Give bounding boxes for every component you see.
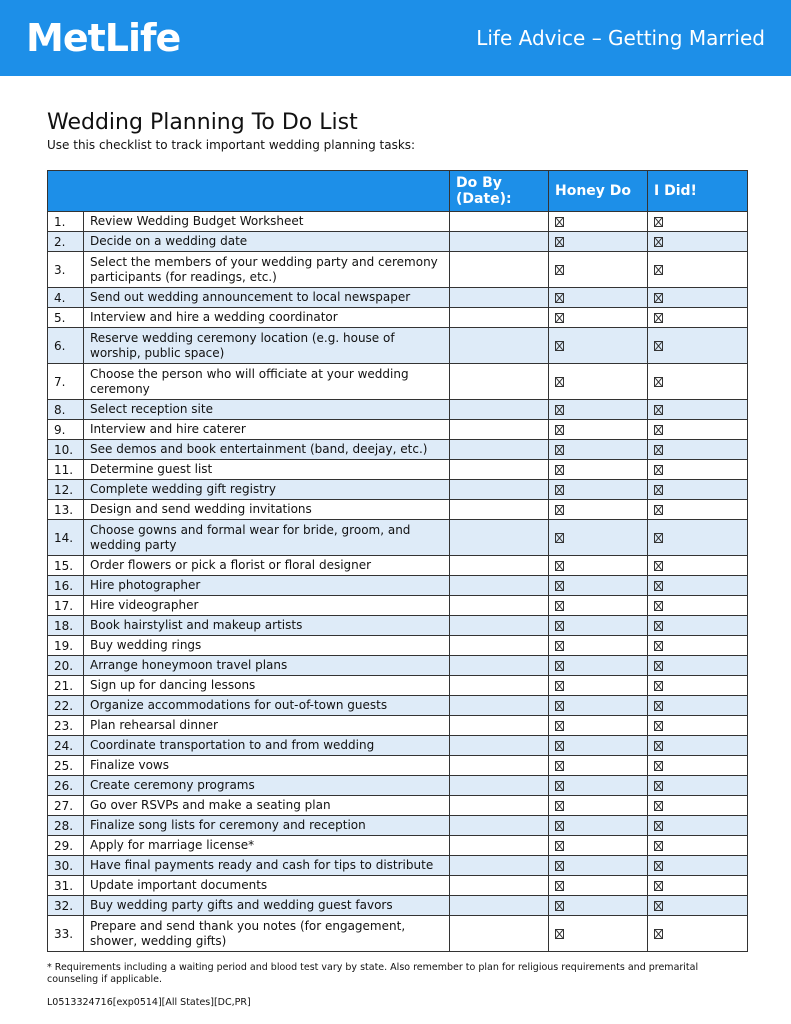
honey-do-checkbox[interactable] (555, 425, 564, 435)
table-row (48, 756, 748, 776)
task-text: Go over RSVPs and make a seating plan (84, 796, 450, 816)
honey-do-checkbox-cell (549, 596, 648, 616)
honey-do-checkbox[interactable] (555, 681, 564, 691)
task-text: Apply for marriage license* (84, 836, 450, 856)
row-number: 1. (48, 212, 84, 232)
honey-do-checkbox-cell (549, 288, 648, 308)
task-text: Sign up for dancing lessons (84, 676, 450, 696)
table-row (48, 232, 748, 252)
i-did-checkbox[interactable] (654, 505, 663, 515)
table-row (48, 308, 748, 328)
do-by-date-cell[interactable] (450, 756, 549, 776)
i-did-checkbox-cell (648, 400, 748, 420)
table-row (48, 896, 748, 916)
honey-do-checkbox[interactable] (555, 701, 564, 711)
honey-do-checkbox-cell (549, 696, 648, 716)
honey-do-checkbox-cell (549, 616, 648, 636)
row-number: 8. (48, 400, 84, 420)
i-did-checkbox[interactable] (654, 485, 663, 495)
row-number: 11. (48, 460, 84, 480)
i-did-checkbox[interactable] (654, 841, 663, 851)
table-row (48, 836, 748, 856)
i-did-checkbox[interactable] (654, 801, 663, 811)
header-tagline: Life Advice – Getting Married (476, 26, 765, 50)
i-did-checkbox-cell (648, 856, 748, 876)
table-row (48, 876, 748, 896)
table-row (48, 556, 748, 576)
row-number: 20. (48, 656, 84, 676)
honey-do-checkbox[interactable] (555, 861, 564, 871)
honey-do-checkbox[interactable] (555, 621, 564, 631)
table-row (48, 716, 748, 736)
row-number: 3. (48, 252, 84, 288)
task-text: Finalize vows (84, 756, 450, 776)
task-text: See demos and book entertainment (band, deejay, etc.) (84, 440, 450, 460)
table-row (48, 252, 748, 288)
i-did-checkbox-cell (648, 796, 748, 816)
honey-do-checkbox-cell (549, 736, 648, 756)
honey-do-checkbox[interactable] (555, 781, 564, 791)
table-row (48, 636, 748, 656)
row-number: 9. (48, 420, 84, 440)
table-row (48, 596, 748, 616)
honey-do-checkbox[interactable] (555, 485, 564, 495)
honey-do-checkbox[interactable] (555, 821, 564, 831)
honey-do-checkbox-cell (549, 440, 648, 460)
header-task-cell (48, 171, 450, 212)
do-by-date-cell[interactable] (450, 656, 549, 676)
task-text: Decide on a wedding date (84, 232, 450, 252)
i-did-checkbox[interactable] (654, 425, 663, 435)
honey-do-checkbox-cell (549, 480, 648, 500)
i-did-checkbox[interactable] (654, 533, 663, 543)
task-text: Hire videographer (84, 596, 450, 616)
honey-do-checkbox-cell (549, 460, 648, 480)
header-bar (0, 0, 791, 76)
task-text: Coordinate transportation to and from wedding (84, 736, 450, 756)
row-number: 14. (48, 520, 84, 556)
row-number: 6. (48, 328, 84, 364)
do-by-date-cell[interactable] (450, 856, 549, 876)
honey-do-checkbox-cell (549, 328, 648, 364)
honey-do-checkbox-cell (549, 676, 648, 696)
i-did-checkbox[interactable] (654, 881, 663, 891)
do-by-date-cell[interactable] (450, 896, 549, 916)
i-did-checkbox[interactable] (654, 621, 663, 631)
honey-do-checkbox-cell (549, 636, 648, 656)
table-row (48, 520, 748, 556)
honey-do-checkbox[interactable] (555, 901, 564, 911)
do-by-date-cell[interactable] (450, 288, 549, 308)
task-text: Book hairstylist and makeup artists (84, 616, 450, 636)
task-text: Plan rehearsal dinner (84, 716, 450, 736)
row-number: 18. (48, 616, 84, 636)
i-did-checkbox[interactable] (654, 761, 663, 771)
honey-do-checkbox[interactable] (555, 841, 564, 851)
do-by-date-cell[interactable] (450, 796, 549, 816)
row-number: 17. (48, 596, 84, 616)
row-number: 29. (48, 836, 84, 856)
honey-do-checkbox[interactable] (555, 445, 564, 455)
i-did-checkbox[interactable] (654, 601, 663, 611)
honey-do-checkbox[interactable] (555, 641, 564, 651)
honey-do-checkbox-cell (549, 212, 648, 232)
row-number: 23. (48, 716, 84, 736)
i-did-checkbox[interactable] (654, 217, 663, 227)
task-text: Buy wedding party gifts and wedding guest favors (84, 896, 450, 916)
honey-do-checkbox[interactable] (555, 929, 564, 939)
do-by-date-cell[interactable] (450, 460, 549, 480)
honey-do-checkbox-cell (549, 916, 648, 952)
i-did-checkbox-cell (648, 420, 748, 440)
do-by-date-cell[interactable] (450, 876, 549, 896)
row-number: 4. (48, 288, 84, 308)
do-by-date-cell[interactable] (450, 308, 549, 328)
honey-do-checkbox-cell (549, 856, 648, 876)
task-text: Organize accommodations for out-of-town guests (84, 696, 450, 716)
i-did-checkbox[interactable] (654, 661, 663, 671)
i-did-checkbox-cell (648, 480, 748, 500)
row-number: 13. (48, 500, 84, 520)
honey-do-checkbox[interactable] (555, 377, 564, 387)
task-text: Send out wedding announcement to local newspaper (84, 288, 450, 308)
do-by-date-cell[interactable] (450, 736, 549, 756)
i-did-checkbox[interactable] (654, 445, 663, 455)
do-by-date-cell[interactable] (450, 440, 549, 460)
honey-do-checkbox[interactable] (555, 721, 564, 731)
i-did-checkbox[interactable] (654, 701, 663, 711)
do-by-date-cell[interactable] (450, 252, 549, 288)
do-by-date-cell[interactable] (450, 420, 549, 440)
i-did-checkbox-cell (648, 676, 748, 696)
i-did-checkbox[interactable] (654, 741, 663, 751)
i-did-checkbox-cell (648, 576, 748, 596)
i-did-checkbox[interactable] (654, 237, 663, 247)
row-number: 15. (48, 556, 84, 576)
row-number: 24. (48, 736, 84, 756)
honey-do-checkbox-cell (549, 836, 648, 856)
honey-do-checkbox[interactable] (555, 237, 564, 247)
honey-do-checkbox-cell (549, 576, 648, 596)
honey-do-checkbox-cell (549, 400, 648, 420)
row-number: 5. (48, 308, 84, 328)
i-did-checkbox-cell (648, 756, 748, 776)
i-did-checkbox-cell (648, 636, 748, 656)
footnote: * Requirements including a waiting period and blood test vary by state. Also remember to plan for religious requirements and premarital counseling if applicable. (47, 962, 699, 985)
checklist-table (47, 170, 748, 952)
row-number: 26. (48, 776, 84, 796)
honey-do-checkbox-cell (549, 776, 648, 796)
table-row (48, 364, 748, 400)
i-did-checkbox[interactable] (654, 313, 663, 323)
honey-do-checkbox[interactable] (555, 265, 564, 275)
i-did-checkbox-cell (648, 776, 748, 796)
task-text: Buy wedding rings (84, 636, 450, 656)
row-number: 2. (48, 232, 84, 252)
do-by-date-cell[interactable] (450, 500, 549, 520)
i-did-checkbox[interactable] (654, 641, 663, 651)
honey-do-checkbox-cell (549, 500, 648, 520)
honey-do-checkbox-cell (549, 796, 648, 816)
honey-do-checkbox[interactable] (555, 293, 564, 303)
honey-do-checkbox-cell (549, 816, 648, 836)
header-i-did: I Did! (648, 171, 748, 212)
task-text: Choose gowns and formal wear for bride, groom, and wedding party (84, 520, 450, 556)
honey-do-checkbox[interactable] (555, 741, 564, 751)
table-row (48, 616, 748, 636)
row-number: 7. (48, 364, 84, 400)
honey-do-checkbox[interactable] (555, 505, 564, 515)
i-did-checkbox[interactable] (654, 377, 663, 387)
i-did-checkbox-cell (648, 520, 748, 556)
table-row (48, 288, 748, 308)
table-header-row (48, 171, 748, 212)
i-did-checkbox[interactable] (654, 861, 663, 871)
row-number: 19. (48, 636, 84, 656)
i-did-checkbox-cell (648, 440, 748, 460)
table-row (48, 856, 748, 876)
honey-do-checkbox-cell (549, 252, 648, 288)
honey-do-checkbox[interactable] (555, 561, 564, 571)
honey-do-checkbox[interactable] (555, 601, 564, 611)
i-did-checkbox-cell (648, 836, 748, 856)
do-by-date-cell[interactable] (450, 616, 549, 636)
i-did-checkbox-cell (648, 896, 748, 916)
i-did-checkbox-cell (648, 816, 748, 836)
table-row (48, 212, 748, 232)
honey-do-checkbox-cell (549, 556, 648, 576)
do-by-date-cell[interactable] (450, 480, 549, 500)
do-by-date-cell[interactable] (450, 696, 549, 716)
do-by-date-cell[interactable] (450, 816, 549, 836)
i-did-checkbox[interactable] (654, 561, 663, 571)
row-number: 21. (48, 676, 84, 696)
honey-do-checkbox[interactable] (555, 661, 564, 671)
task-text: Reserve wedding ceremony location (e.g. house of worship, public space) (84, 328, 450, 364)
honey-do-checkbox[interactable] (555, 341, 564, 351)
task-text: Hire photographer (84, 576, 450, 596)
i-did-checkbox-cell (648, 328, 748, 364)
honey-do-checkbox-cell (549, 876, 648, 896)
row-number: 30. (48, 856, 84, 876)
honey-do-checkbox[interactable] (555, 405, 564, 415)
task-text: Order flowers or pick a florist or floral designer (84, 556, 450, 576)
honey-do-checkbox-cell (549, 756, 648, 776)
row-number: 28. (48, 816, 84, 836)
do-by-date-cell[interactable] (450, 364, 549, 400)
i-did-checkbox-cell (648, 696, 748, 716)
row-number: 32. (48, 896, 84, 916)
table-row (48, 816, 748, 836)
i-did-checkbox-cell (648, 876, 748, 896)
page-subtitle: Use this checklist to track important wedding planning tasks: (47, 138, 416, 152)
header-do-by: Do By (Date): (450, 171, 549, 212)
i-did-checkbox-cell (648, 596, 748, 616)
table-row (48, 420, 748, 440)
do-by-date-cell[interactable] (450, 556, 549, 576)
honey-do-checkbox-cell (549, 364, 648, 400)
i-did-checkbox[interactable] (654, 405, 663, 415)
i-did-checkbox-cell (648, 716, 748, 736)
table-row (48, 440, 748, 460)
header-honey-do: Honey Do (549, 171, 648, 212)
honey-do-checkbox-cell (549, 716, 648, 736)
i-did-checkbox[interactable] (654, 901, 663, 911)
task-text: Choose the person who will officiate at your wedding ceremony (84, 364, 450, 400)
do-by-date-cell[interactable] (450, 596, 549, 616)
task-text: Determine guest list (84, 460, 450, 480)
document-code: L0513324716[exp0514][All States][DC,PR] (47, 997, 251, 1008)
do-by-date-cell[interactable] (450, 520, 549, 556)
table-row (48, 500, 748, 520)
task-text: Have final payments ready and cash for tips to distribute (84, 856, 450, 876)
table-row (48, 916, 748, 952)
table-row (48, 460, 748, 480)
i-did-checkbox[interactable] (654, 465, 663, 475)
metlife-logo: MetLife (26, 16, 181, 60)
honey-do-checkbox[interactable] (555, 217, 564, 227)
task-text: Finalize song lists for ceremony and reception (84, 816, 450, 836)
i-did-checkbox-cell (648, 460, 748, 480)
do-by-date-cell[interactable] (450, 776, 549, 796)
honey-do-checkbox[interactable] (555, 313, 564, 323)
honey-do-checkbox[interactable] (555, 881, 564, 891)
i-did-checkbox[interactable] (654, 293, 663, 303)
do-by-date-cell[interactable] (450, 676, 549, 696)
i-did-checkbox-cell (648, 616, 748, 636)
task-text: Review Wedding Budget Worksheet (84, 212, 450, 232)
do-by-date-cell[interactable] (450, 232, 549, 252)
table-row (48, 400, 748, 420)
task-text: Complete wedding gift registry (84, 480, 450, 500)
honey-do-checkbox[interactable] (555, 761, 564, 771)
do-by-date-cell[interactable] (450, 716, 549, 736)
honey-do-checkbox[interactable] (555, 465, 564, 475)
honey-do-checkbox[interactable] (555, 533, 564, 543)
i-did-checkbox-cell (648, 212, 748, 232)
row-number: 31. (48, 876, 84, 896)
table-row (48, 796, 748, 816)
table-row (48, 480, 748, 500)
row-number: 27. (48, 796, 84, 816)
table-row (48, 696, 748, 716)
i-did-checkbox-cell (648, 308, 748, 328)
task-text: Interview and hire a wedding coordinator (84, 308, 450, 328)
i-did-checkbox-cell (648, 232, 748, 252)
task-text: Create ceremony programs (84, 776, 450, 796)
i-did-checkbox[interactable] (654, 781, 663, 791)
row-number: 12. (48, 480, 84, 500)
i-did-checkbox-cell (648, 252, 748, 288)
honey-do-checkbox-cell (549, 232, 648, 252)
i-did-checkbox[interactable] (654, 821, 663, 831)
table-row (48, 776, 748, 796)
row-number: 25. (48, 756, 84, 776)
do-by-date-cell[interactable] (450, 576, 549, 596)
do-by-date-cell[interactable] (450, 328, 549, 364)
i-did-checkbox-cell (648, 556, 748, 576)
do-by-date-cell[interactable] (450, 400, 549, 420)
i-did-checkbox[interactable] (654, 681, 663, 691)
task-text: Design and send wedding invitations (84, 500, 450, 520)
row-number: 10. (48, 440, 84, 460)
i-did-checkbox[interactable] (654, 721, 663, 731)
honey-do-checkbox[interactable] (555, 581, 564, 591)
task-text: Select the members of your wedding party and ceremony participants (for readings, etc.) (84, 252, 450, 288)
honey-do-checkbox-cell (549, 896, 648, 916)
do-by-date-cell[interactable] (450, 836, 549, 856)
honey-do-checkbox-cell (549, 420, 648, 440)
i-did-checkbox-cell (648, 916, 748, 952)
table-row (48, 676, 748, 696)
table-row (48, 736, 748, 756)
i-did-checkbox[interactable] (654, 929, 663, 939)
row-number: 16. (48, 576, 84, 596)
task-text: Update important documents (84, 876, 450, 896)
i-did-checkbox[interactable] (654, 265, 663, 275)
do-by-date-cell[interactable] (450, 636, 549, 656)
honey-do-checkbox-cell (549, 520, 648, 556)
i-did-checkbox-cell (648, 656, 748, 676)
i-did-checkbox-cell (648, 364, 748, 400)
table-row (48, 656, 748, 676)
do-by-date-cell[interactable] (450, 212, 549, 232)
task-text: Select reception site (84, 400, 450, 420)
i-did-checkbox-cell (648, 736, 748, 756)
table-row (48, 328, 748, 364)
i-did-checkbox[interactable] (654, 341, 663, 351)
i-did-checkbox[interactable] (654, 581, 663, 591)
row-number: 22. (48, 696, 84, 716)
i-did-checkbox-cell (648, 500, 748, 520)
task-text: Interview and hire caterer (84, 420, 450, 440)
table-row (48, 576, 748, 596)
task-text: Arrange honeymoon travel plans (84, 656, 450, 676)
honey-do-checkbox-cell (549, 656, 648, 676)
page-title: Wedding Planning To Do List (47, 110, 358, 135)
row-number: 33. (48, 916, 84, 952)
task-text: Prepare and send thank you notes (for engagement, shower, wedding gifts) (84, 916, 450, 952)
i-did-checkbox-cell (648, 288, 748, 308)
do-by-date-cell[interactable] (450, 916, 549, 952)
honey-do-checkbox-cell (549, 308, 648, 328)
honey-do-checkbox[interactable] (555, 801, 564, 811)
